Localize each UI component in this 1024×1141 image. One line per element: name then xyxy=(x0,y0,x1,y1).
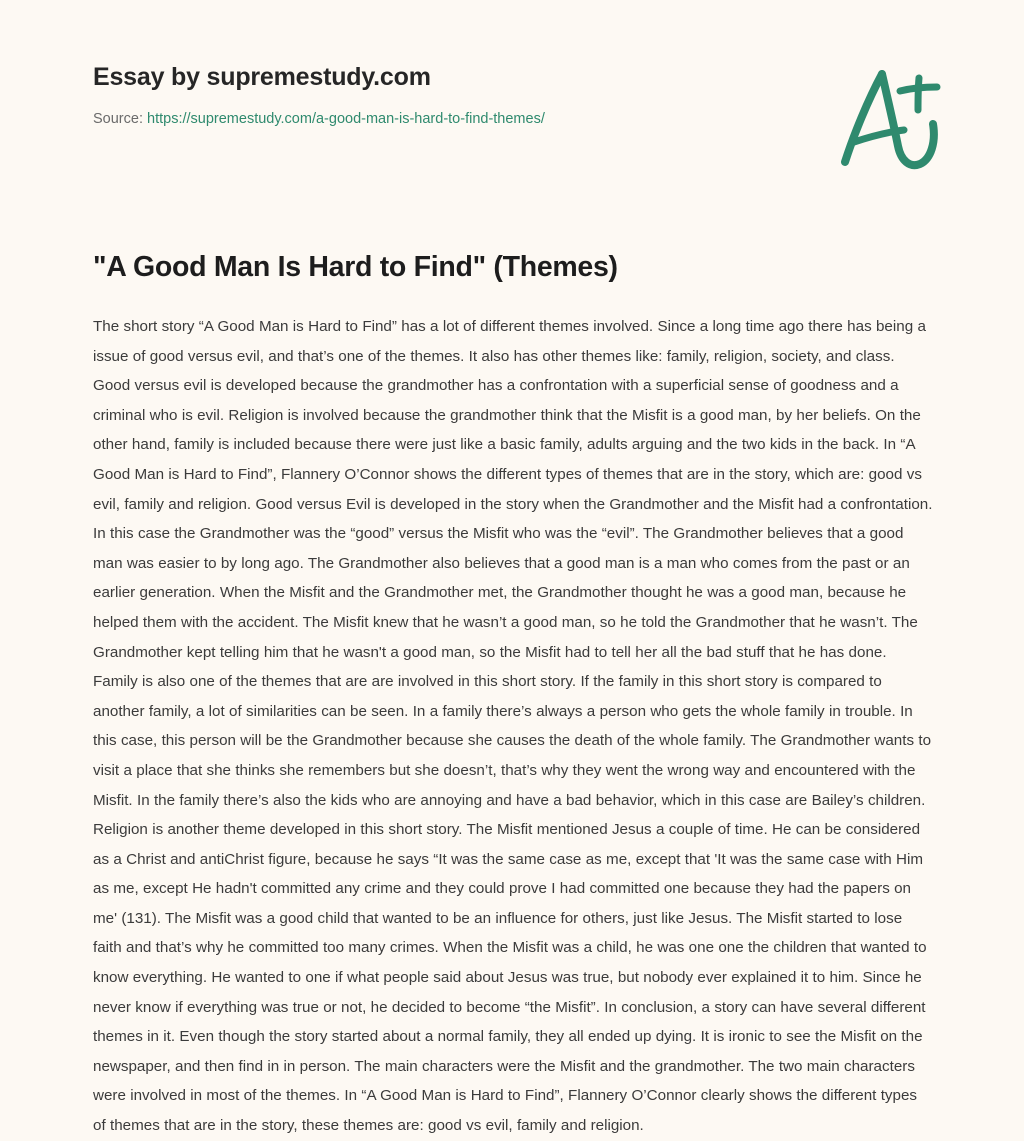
source-label: Source: xyxy=(93,111,143,127)
source-url-link[interactable]: https://supremestudy.com/a-good-man-is-hard-to-find-themes/ xyxy=(147,111,545,127)
a-plus-logo xyxy=(830,58,950,176)
a-plus-logo-icon xyxy=(830,58,950,176)
essay-paragraph: The short story “A Good Man is Hard to Find” has a lot of different themes involved. Since a long time ago there has being a issue of good versus evil, and that’s one of the themes. It also has other themes like: family, religion, society, and class. Good versus evil is developed because the grandmother has a confrontation with a superficial sense of goodness and a criminal who is evil. Religion is involved because the grandmother think that the Misfit is a good man, by her beliefs. On the other hand, family is included because there were just like a basic family, adults arguing and the two kids in the back. In “A Good Man is Hard to Find”, Flannery O’Connor shows the different types of themes that are in the story, which are: good vs evil, family and religion. Good versus Evil is developed in the story when the Grandmother and the Misfit had a confrontation. In this case the Grandmother was the “good” versus the Misfit who was the “evil”. The Grandmother believes that a good man was easier to by long ago. The Grandmother also believes that a good man is a man who comes from the past or an earlier generation. When the Misfit and the Grandmother met, the Grandmother thought he was a good man, because he helped them with the accident. The Misfit knew that he wasn’t a good man, so he told the Grandmother that he wasn’t. The Grandmother kept telling him that he wasn't a good man, so the Misfit had to tell her all the bad stuff that he has done. Family is also one of the themes that are are involved in this short story. If the family in this short story is compared to another family, a lot of similarities can be seen. In a family there’s always a person who gets the whole family in trouble. In this case, this person will be the Grandmother because she causes the death of the whole family. The Grandmother wants to visit a place that she thinks she remembers but she doesn’t, that’s why they went the wrong way and encountered with the Misfit. In the family there’s also the kids who are annoying and have a bad behavior, which in this case are Bailey’s children. Religion is another theme developed in this short story. The Misfit mentioned Jesus a couple of time. He can be considered as a Christ and antiChrist figure, because he says “It was the same case as me, except that 'It was the same case with Him as me, except He hadn't committed any crime and they could prove I had committed one because they had the papers on me' (131). The Misfit was a good child that wanted to be an influence for others, just like Jesus. The Misfit started to lose faith and that’s why he committed too many crimes. When the Misfit was a child, he was one one the children that wanted to know everything. He wanted to one if what people said about Jesus was true, but nobody ever explained it to him. Since he never know if everything was true or not, he decided to become “the Misfit”. In conclusion, a story can have several different themes in it. Even though the story started about a normal family, they all ended up dying. It is ironic to see the Misfit on the newspaper, and then find in in person. The main characters were the Misfit and the grandmother. The two main characters were involved in most of the themes. In “A Good Man is Hard to Find”, Flannery O’Connor clearly shows the different types of themes that are in the story, these themes are: good vs evil, family and religion. xyxy=(93,318,933,1135)
document-header xyxy=(93,62,953,129)
essay-byline: Essay by supremestudy.com xyxy=(93,63,431,91)
essay-body xyxy=(93,312,933,1141)
page-title: "A Good Man Is Hard to Find" (Themes) xyxy=(93,251,618,283)
source-line xyxy=(93,110,953,129)
